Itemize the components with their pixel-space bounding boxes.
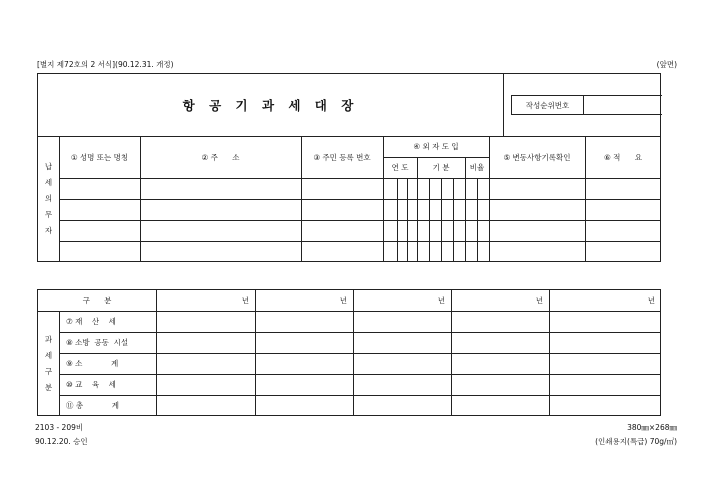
col-resident-no-header: ③ 주민 등록 번호 (313, 152, 371, 162)
name-field-4[interactable] (59, 241, 140, 262)
row-property-tax-label: ⑦ 재 산 세 (66, 317, 116, 326)
title-row (38, 74, 660, 137)
remarks-field-4[interactable] (585, 241, 661, 262)
tax-group-label: 과세구분 (44, 334, 53, 392)
col-foreign-period-header: 기 분 (432, 163, 450, 172)
change-field-2[interactable] (489, 199, 585, 220)
year-header-3: 년 (437, 296, 445, 305)
row-fire-facility-label: ⑧ 소방 공동 시설 (66, 338, 129, 347)
paper-spec: (인쇄용지(특급) 70g/㎡) (595, 437, 677, 446)
year-header-4: 년 (535, 296, 543, 305)
document-title: 항 공 기 과 세 대 장 (182, 98, 359, 113)
serial-number-label: 작성순위번호 (512, 96, 584, 114)
page-side-label: (앞면) (656, 60, 677, 69)
address-field-1[interactable] (140, 178, 301, 199)
col-foreign-header: ④ 외 자 도 입 (413, 142, 459, 151)
remarks-field-3[interactable] (585, 220, 661, 241)
col-foreign-year-header: 연 도 (391, 163, 409, 172)
serial-number-box (511, 95, 662, 115)
serial-area (503, 74, 661, 136)
category-header: 구 분 (82, 296, 112, 305)
resident-no-field-2[interactable] (301, 199, 383, 220)
taxpayer-row-label: 납세의무자 (44, 162, 53, 235)
year-header-2: 년 (339, 296, 347, 305)
name-field-2[interactable] (59, 199, 140, 220)
name-field-1[interactable] (59, 178, 140, 199)
row-subtotal-label: ⑨ 소 계 (66, 359, 119, 368)
taxpayer-section (37, 73, 661, 262)
year-header-1: 년 (241, 296, 249, 305)
address-field-3[interactable] (140, 220, 301, 241)
taxpayer-grid (38, 136, 660, 262)
change-field-4[interactable] (489, 241, 585, 262)
col-address-header: ② 주 소 (201, 152, 240, 162)
col-remarks-header: ⑥ 적 요 (604, 152, 642, 162)
address-field-2[interactable] (140, 199, 301, 220)
resident-no-field-4[interactable] (301, 241, 383, 262)
tax-section (37, 289, 661, 416)
row-total-label: ⑪ 총 계 (66, 401, 119, 410)
col-name-header: ① 성명 또는 명칭 (70, 152, 129, 162)
serial-number-field[interactable] (584, 96, 663, 114)
address-field-4[interactable] (140, 241, 301, 262)
change-field-1[interactable] (489, 178, 585, 199)
form-number-label: [별지 제72호의 2 서식](90.12.31. 개정) (37, 60, 174, 69)
col-foreign-ratio-header: 비율 (469, 163, 485, 172)
approval-date: 90.12.20. 승인 (35, 437, 88, 446)
row-education-tax-label: ⑩ 교 육 세 (66, 380, 116, 389)
year-header-5: 년 (647, 296, 655, 305)
resident-no-field-1[interactable] (301, 178, 383, 199)
remarks-field-1[interactable] (585, 178, 661, 199)
change-field-3[interactable] (489, 220, 585, 241)
remarks-field-2[interactable] (585, 199, 661, 220)
resident-no-field-3[interactable] (301, 220, 383, 241)
name-field-3[interactable] (59, 220, 140, 241)
col-change-header: ⑤ 변동사항기록확인 (503, 152, 571, 162)
paper-size: 380㎜×268㎜ (627, 423, 677, 432)
form-code: 2103 - 209비 (35, 423, 84, 432)
